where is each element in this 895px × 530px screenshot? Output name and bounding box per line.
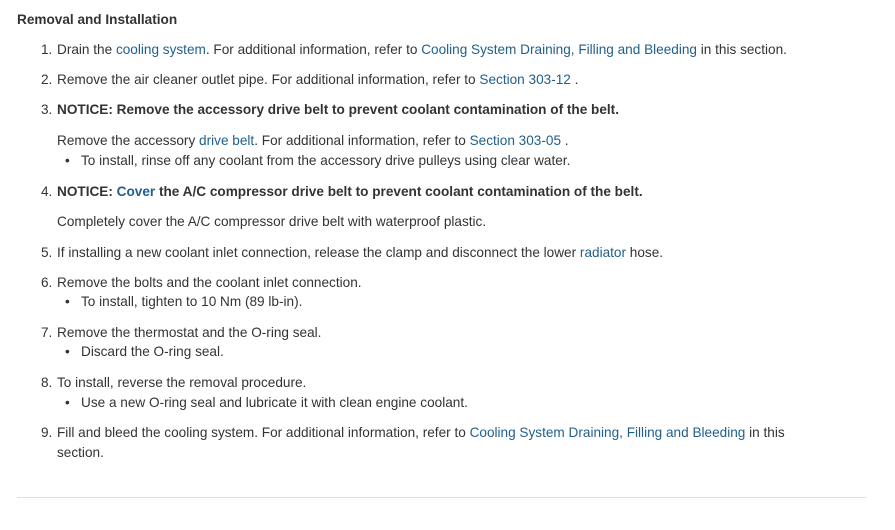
step-text: Remove the bolts and the coolant inlet connection. <box>57 275 362 290</box>
step-text <box>57 424 785 442</box>
step-text <box>57 244 663 262</box>
bullet-item: • To install, tighten to 10 Nm (89 lb-in). <box>81 293 302 311</box>
step-number: 8. <box>41 375 53 390</box>
radiator-link[interactable]: radiator <box>579 245 627 260</box>
section-303-12-link[interactable]: Section 303-12 <box>479 72 571 87</box>
bullet-item: • Use a new O-ring seal and lubricate it with clean engine coolant. <box>81 394 468 412</box>
step-text <box>57 132 569 150</box>
step-text: To install, reverse the removal procedure. <box>57 375 307 390</box>
step-number: 5. <box>41 245 53 260</box>
notice-text <box>57 101 619 119</box>
draining-filling-bleeding-link[interactable]: Cooling System Draining, Filling and Bleeding <box>421 42 697 57</box>
text: . For additional information, refer to <box>254 133 470 148</box>
text: . <box>561 133 569 148</box>
step-text <box>57 71 578 89</box>
step-text: Completely cover the A/C compressor drive belt with waterproof plastic. <box>57 214 487 229</box>
bullet-item: • Discard the O-ring seal. <box>81 343 224 361</box>
section-303-05-link[interactable]: Section 303-05 <box>469 133 562 148</box>
text: If installing a new coolant inlet connection, release the clamp and disconnect the lower <box>57 245 580 260</box>
cooling-system-link[interactable]: cooling system <box>115 42 206 57</box>
text: in this <box>745 425 785 440</box>
step-text: Remove the thermostat and the O-ring seal. <box>57 325 322 340</box>
text: . For additional information, refer to <box>205 42 422 57</box>
text: hose. <box>626 245 664 260</box>
section-heading: Removal and Installation <box>17 12 178 27</box>
text: Remove the accessory <box>57 133 200 148</box>
step-number: 2. <box>41 72 53 87</box>
bullet-item: • To install, rinse off any coolant from the accessory drive pulleys using clear water. <box>81 152 570 170</box>
step-number: 3. <box>41 102 53 117</box>
divider <box>17 497 866 498</box>
text: the A/C compressor drive belt to prevent coolant contamination of the belt. <box>155 184 643 199</box>
cover-link[interactable]: Cover <box>116 184 156 199</box>
text: . <box>570 72 579 87</box>
text: Remove the air cleaner outlet pipe. For additional information, refer to <box>57 72 480 87</box>
notice-text <box>57 183 643 201</box>
step-number: 7. <box>41 325 53 340</box>
notice: NOTICE: Remove the accessory drive belt to prevent coolant contamination of the belt. <box>57 102 619 117</box>
text: Drain the <box>57 42 116 57</box>
step-number: 6. <box>41 275 53 290</box>
step-number: 4. <box>41 184 53 199</box>
text: Fill and bleed the cooling system. For additional information, refer to <box>57 425 470 440</box>
text: in this section. <box>697 42 787 57</box>
step-text <box>57 41 787 59</box>
text: NOTICE: <box>57 184 117 199</box>
step-number: 1. <box>41 42 53 57</box>
draining-filling-bleeding-link[interactable]: Cooling System Draining, Filling and Bleeding <box>469 425 746 440</box>
step-text-continued: section. <box>57 445 104 460</box>
drive-belt-link[interactable]: drive belt <box>199 133 255 148</box>
step-number: 9. <box>41 425 53 440</box>
